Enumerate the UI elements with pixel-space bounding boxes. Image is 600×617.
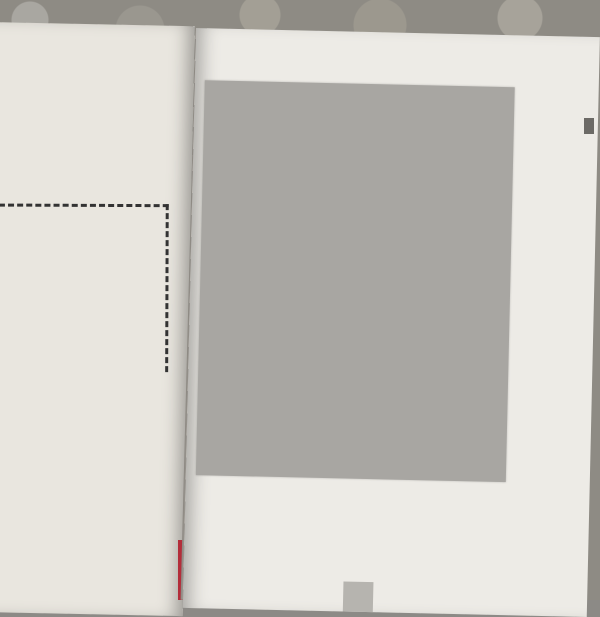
dashed-callout-box: [0, 203, 169, 372]
right-page: [183, 28, 600, 617]
page-number: [343, 581, 374, 612]
mineral-composition-box: [196, 80, 515, 482]
page-edge-marker: [584, 118, 594, 134]
box-intro: [205, 80, 515, 87]
mineral-list: [205, 80, 515, 87]
left-page: [0, 22, 195, 616]
